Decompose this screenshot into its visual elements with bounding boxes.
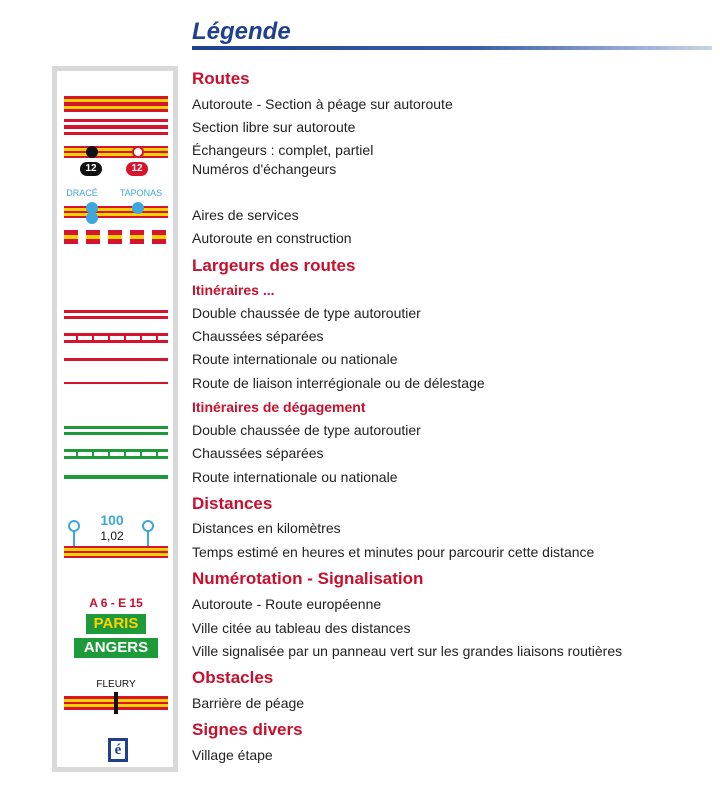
relief-separated-carriageways: Chaussées séparées — [192, 445, 324, 461]
section-widths-heading: Largeurs des routes — [192, 256, 356, 275]
distance-km-value: 100 — [100, 512, 124, 528]
routes-item-construction: Autoroute en construction — [192, 230, 352, 246]
interchange-number-partial: 12 — [131, 163, 143, 174]
itinerary-link-road: Route de liaison interrégionale ou de délestage — [192, 375, 485, 391]
routes-item-toll-motorway: Autoroute - Section à péage sur autoroute — [192, 96, 453, 112]
service-area-name-2: TAPONAS — [119, 188, 163, 198]
relief-national-road: Route internationale ou nationale — [192, 469, 398, 485]
distances-time: Temps estimé en heures et minutes pour parcourir cette distance — [192, 544, 595, 560]
village-etape-icon — [108, 738, 128, 762]
toll-barrier-symbol — [64, 692, 168, 716]
section-distances-heading: Distances — [192, 494, 273, 513]
itineraries-subheading: Itinéraires ... — [192, 282, 275, 298]
routes-item-interchanges: Échangeurs : complet, partiel — [192, 142, 374, 158]
section-routes-heading: Routes — [192, 69, 250, 88]
distances-km: Distances en kilomètres — [192, 520, 341, 536]
page-title: Légende — [192, 18, 291, 45]
section-numbering-heading: Numérotation - Signalisation — [192, 569, 424, 588]
city-signed-sign: ANGERS — [74, 638, 158, 658]
green-road-width-symbols — [64, 422, 168, 484]
construction-symbol — [64, 230, 168, 244]
itinerary-double-carriageway: Double chaussée de type autoroutier — [192, 305, 421, 321]
section-misc-signs-heading: Signes divers — [192, 720, 303, 739]
numbering-city-signed: Ville signalisée par un panneau vert sur les grandes liaisons routières — [192, 643, 623, 659]
city-listed-sign: PARIS — [86, 614, 146, 634]
distance-time-value: 1,02 — [100, 529, 124, 543]
numbering-motorway-european: Autoroute - Route européenne — [192, 596, 382, 612]
toll-motorway-symbol — [64, 96, 168, 112]
obstacle-toll-barrier: Barrière de péage — [192, 695, 305, 711]
free-motorway-symbol — [64, 119, 168, 135]
relief-itineraries-subheading: Itinéraires de dégagement — [192, 399, 366, 415]
road-code-label: A 6 - E 15 — [89, 596, 143, 610]
numbering-city-listed: Ville citée au tableau des distances — [192, 620, 411, 636]
service-area-name-1: DRACÉ — [66, 188, 98, 198]
title-underline — [192, 46, 712, 50]
itinerary-separated-carriageways: Chaussées séparées — [192, 328, 324, 344]
interchange-number-complete: 12 — [85, 163, 97, 174]
service-areas-symbol — [64, 200, 168, 226]
routes-item-service-areas: Aires de services — [192, 207, 299, 223]
routes-item-free-motorway: Section libre sur autoroute — [192, 119, 356, 135]
relief-double-carriageway: Double chaussée de type autoroutier — [192, 422, 421, 438]
toll-name-label: FLEURY — [96, 679, 136, 690]
section-obstacles-heading: Obstacles — [192, 668, 274, 687]
routes-item-interchange-numbers: Numéros d'échangeurs — [192, 161, 337, 177]
itinerary-national-road: Route internationale ou nationale — [192, 351, 398, 367]
red-road-width-symbols — [64, 306, 168, 396]
village-etape-letter: é — [114, 742, 122, 758]
misc-village-etape: Village étape — [192, 747, 273, 763]
